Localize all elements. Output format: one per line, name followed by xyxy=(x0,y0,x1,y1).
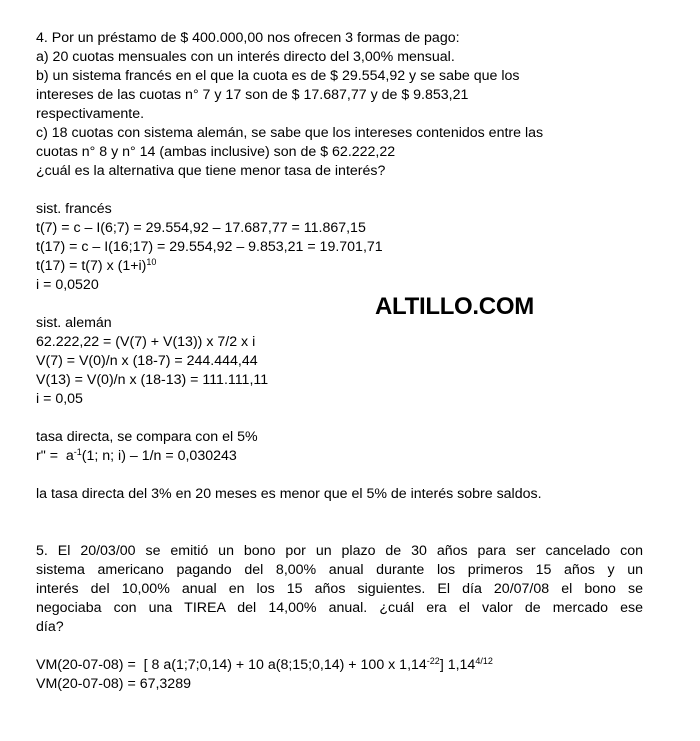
aleman-result: i = 0,05 xyxy=(36,391,83,407)
aleman-formula-1: 62.222,22 = (V(7) + V(13)) x 7/2 x i xyxy=(36,334,256,350)
directa-title: tasa directa, se compara con el 5% xyxy=(36,429,258,445)
problem-5-line-5: día? xyxy=(36,619,64,635)
frances-title: sist. francés xyxy=(36,201,112,217)
aleman-title: sist. alemán xyxy=(36,315,112,331)
problem-5-line-2: sistema americano pagando del 8,00% anual durante los primeros 15 años y un xyxy=(36,562,643,578)
directa-formula: r" = $a^{-1}(1$; n; i) – 1/n = 0,030243 xyxy=(36,447,237,464)
option-b: b) un sistema francés en el que la cuota es de $ 29.554,92 y se sabe que los xyxy=(36,68,520,84)
frances-formula-3: t(17) = t(7) x $(1+i)^{10}$ xyxy=(36,257,157,274)
option-b-cont: intereses de las cuotas n° 7 y 17 son de $ 17.687,77 y de $ 9.853,21 xyxy=(36,87,469,103)
problem-5-line-4: negociaba con una TIREA del 14,00% anual. ¿cuál era el valor de mercado ese xyxy=(36,600,643,616)
problem-5-line-3: interés del 10,00% anual en los 15 años siguientes. El día 20/07/08 el bono se xyxy=(36,581,643,597)
aleman-formula-3: V(13) = V(0)/n x (18-13) = 111.111,11 xyxy=(36,372,269,388)
vm-result: VM(20-07-08) = 67,3289 xyxy=(36,676,191,692)
option-b-end: respectivamente. xyxy=(36,106,145,122)
option-c-cont: cuotas n° 8 y n° 14 (ambas inclusive) son de $ 62.222,22 xyxy=(36,144,396,160)
option-a: a) 20 cuotas mensuales con un interés directo del 3,00% mensual. xyxy=(36,49,455,65)
problem-5-statement: 5. El 20/03/00 se emitió un bono por un plazo de 30 años para ser cancelado con xyxy=(36,543,643,559)
frances-result: i = 0,0520 xyxy=(36,277,99,293)
aleman-formula-2: V(7) = V(0)/n x (18-7) = 244.444,44 xyxy=(36,353,258,369)
question: ¿cuál es la alternativa que tiene menor tasa de interés? xyxy=(36,163,386,179)
problem-4-statement: 4. Por un préstamo de $ 400.000,00 nos ofrecen 3 formas de pago: xyxy=(36,30,460,46)
frances-formula-1: t(7) = c – I(6;7) = 29.554,92 – 17.687,77 = 11.867,15 xyxy=(36,220,366,236)
option-c: c) 18 cuotas con sistema alemán, se sabe que los intereses contenidos entre las xyxy=(36,125,544,141)
vm-formula: VM(20-07-08) = [ 8 a(1;7;0,14) + 10 a(8;15;0,14) + 100 x $1,14^{-22}$] $1,14^{4/12}$ xyxy=(36,656,493,673)
watermark-logo: ALTILLO.COM xyxy=(375,293,534,320)
directa-conclusion: la tasa directa del 3% en 20 meses es menor que el 5% de interés sobre saldos. xyxy=(36,486,542,502)
frances-formula-2: t(17) = c – I(16;17) = 29.554,92 – 9.853,21 = 19.701,71 xyxy=(36,239,383,255)
